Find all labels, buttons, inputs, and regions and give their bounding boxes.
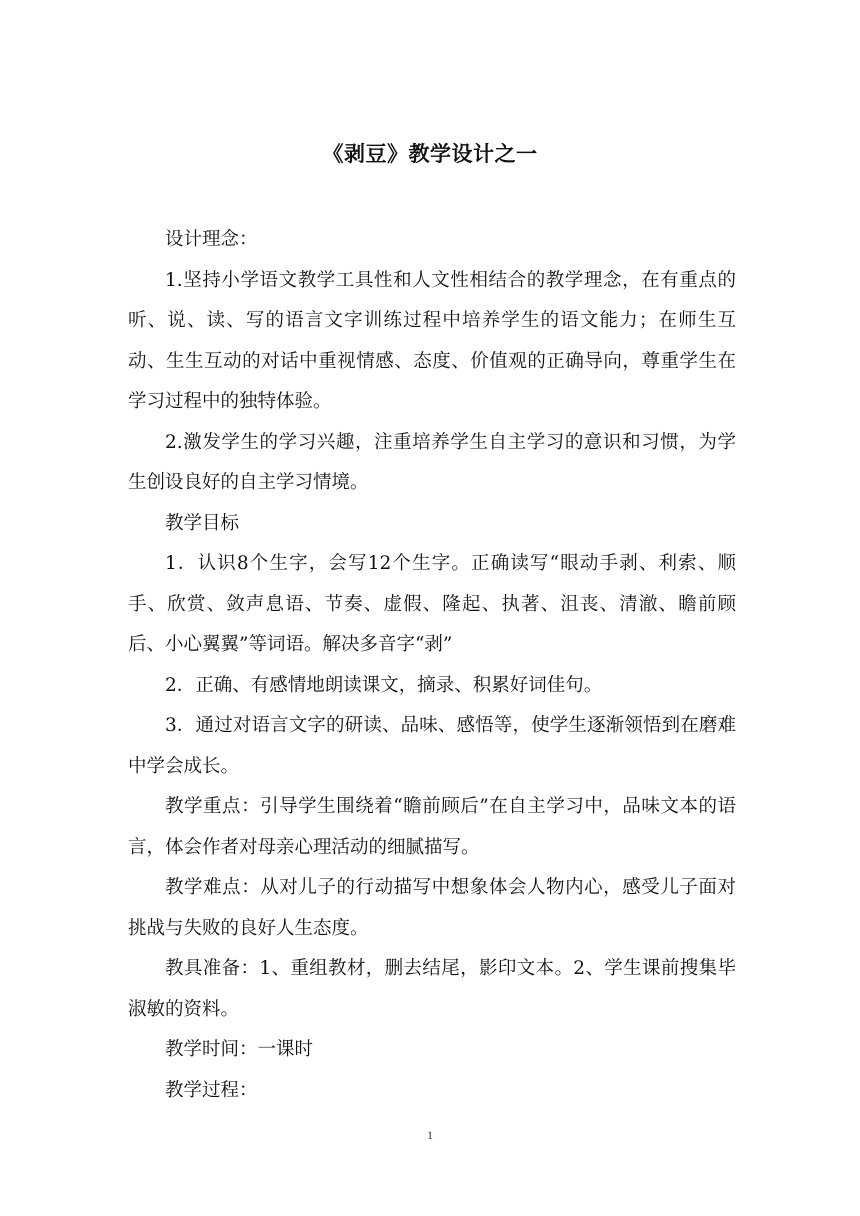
section-heading-design-concept: 设计理念： xyxy=(165,229,258,250)
paragraph-difficulties: 教学难点：从对儿子的行动描写中想象体会人物内心，感受儿子面对挑战与失败的良好人生态度。 xyxy=(128,877,736,939)
paragraph-materials: 教具准备：1、重组教材，删去结尾，影印文本。2、学生课前搜集毕淑敏的资料。 xyxy=(128,958,736,1020)
document-title: 《剥豆》教学设计之一 xyxy=(322,142,538,166)
paragraph: 1.坚持小学语文教学工具性和人文性相结合的教学理念，在有重点的听、说、读、写的语言文字训练过程中培养学生的语文能力；在师生互动、生生互动的对话中重视情感、态度、价值观的正确导向，尊重学生在学习过程中的独特体验。 xyxy=(128,269,736,412)
paragraph: 3．通过对语言文字的研读、品味、感悟等，使学生逐渐领悟到在磨难中学会成长。 xyxy=(128,715,736,777)
paragraph: 1．认识8个生字，会写12个生字。正确读写“眼动手剥、利索、顺手、欣赏、敛声息语、节奏、虚假、隆起、执著、沮丧、清澈、瞻前顾后、小心翼翼”等词语。解决多音字“剥” xyxy=(128,553,736,655)
paragraph-key-points: 教学重点：引导学生围绕着“瞻前顾后”在自主学习中，品味文本的语言，体会作者对母亲心理活动的细腻描写。 xyxy=(128,796,736,858)
paragraph: 2.激发学生的学习兴趣，注重培养学生自主学习的意识和习惯，为学生创设良好的自主学习情境。 xyxy=(128,431,736,493)
paragraph: 2．正确、有感情地朗读课文，摘录、积累好词佳句。 xyxy=(165,674,603,696)
paragraph-time: 教学时间：一课时 xyxy=(165,1039,314,1060)
section-heading-process: 教学过程： xyxy=(165,1079,258,1101)
section-heading-teaching-goals: 教学目标 xyxy=(165,512,240,534)
document-body xyxy=(128,220,736,1111)
page-number: 1 xyxy=(427,1128,433,1142)
